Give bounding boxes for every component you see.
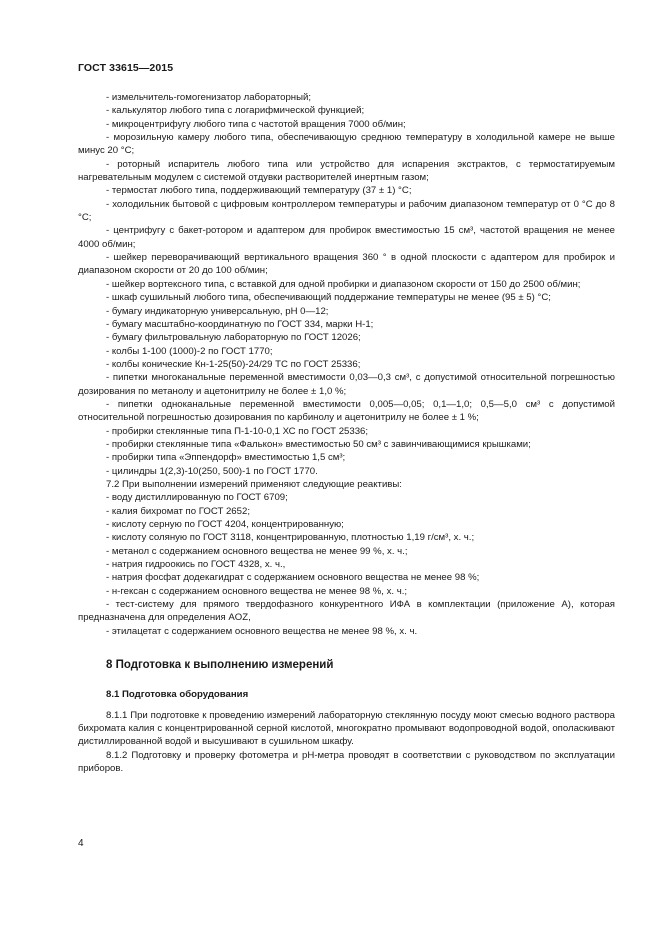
page-number: 4	[78, 838, 84, 849]
list-item: - кислоту соляную по ГОСТ 3118, концентрированную, плотностью 1,19 г/см³, х. ч.;	[106, 532, 475, 544]
list-item: - калия бихромат по ГОСТ 2652;	[106, 505, 250, 517]
list-item: - тест-систему для прямого твердофазного конкурентного ИФА в комплектации (приложение А), которая предназначена для определения AOZ,	[78, 599, 615, 624]
equipment-list	[78, 91, 615, 478]
paragraph-8-1-1: 8.1.1 При подготовке к проведению измерений лабораторную стеклянную посуду моют смесью водного раствора бихромата калия с концентрированной серной кислотой, многократно промывают водопроводной водой, ополаскивают дистиллированной водой и высушивают в сушильном шкафу.	[78, 709, 615, 748]
list-item: - пробирки типа «Эппендорф» вместимостью 1,5 см³;	[106, 452, 346, 464]
list-item: - пробирки стеклянные типа «Фалькон» вместимостью 50 см³ с завинчивающимися крышками;	[106, 438, 531, 450]
paragraph-8-1-2: 8.1.2 Подготовку и проверку фотометра и рН-метра проводят в соответствии с руководством по эксплуатации приборов.	[78, 749, 615, 775]
list-item: - микроцентрифугу любого типа с частотой вращения 7000 об/мин;	[106, 118, 406, 130]
document-header: ГОСТ 33615—2015	[78, 62, 174, 74]
list-item: - пипетки многоканальные переменной вместимости 0,03—0,3 см³, с допустимой относительной погрешностью дозирования по метанолу и ацетонитрилу не более ± 1,0 %;	[78, 372, 615, 397]
list-item: - колбы конические Кн-1-25(50)-24/29 ТС по ГОСТ 25336;	[106, 358, 361, 370]
list-item: - цилиндры 1(2,3)-10(250, 500)-1 по ГОСТ 1770.	[106, 465, 318, 477]
list-item: - холодильник бытовой с цифровым контроллером температуры и рабочим диапазоном температур от 0 °С до 8 °С;	[78, 198, 615, 224]
list-item: - кислоту серную по ГОСТ 4204, концентрированную;	[106, 519, 344, 530]
section-8-title: 8 Подготовка к выполнению измерений	[106, 659, 334, 672]
list-item: - морозильную камеру любого типа, обеспечивающую среднюю температуру в холодильной камере не выше минус 20 °С;	[78, 132, 615, 157]
list-item: - воду дистиллированную по ГОСТ 6709;	[106, 492, 288, 504]
page-body	[78, 91, 615, 776]
list-item: - измельчитель-гомогенизатор лабораторный;	[106, 92, 312, 103]
list-item: - центрифугу с бакет-ротором и адаптером для пробирок вместимостью 15 см³, частотой вращения не менее 4000 об/мин;	[78, 225, 615, 250]
list-item: - пипетки одноканальные переменной вместимости 0,005—0,05; 0,1—1,0; 0,5—5,0 см³ с допустимой относительной погрешностью дозирования по карбинолу и ацетонитрилу не более ± 1 %;	[78, 398, 615, 424]
list-item: - роторный испаритель любого типа или устройство для испарения экстрактов, с термостатируемым нагревательным модулем с системой отдувки растворителей инертным газом;	[78, 158, 615, 184]
list-item: - бумагу фильтровальную лабораторную по ГОСТ 12026;	[106, 332, 361, 344]
list-item: - н-гексан с содержанием основного вещества не менее 98 %, х. ч.;	[106, 585, 408, 597]
list-item: - метанол с содержанием основного вещества не менее 99 %, х. ч.;	[106, 545, 408, 557]
reagents-list	[78, 491, 615, 638]
list-item: - шейкер переворачивающий вертикального вращения 360 ° в одной плоскости с адаптером для пробирок и диапазоном скорости от 20 до 100 об/мин;	[78, 252, 615, 277]
list-item: - шейкер вортексного типа, с вставкой для одной пробирки и диапазоном скорости от 150 до 2500 об/мин;	[106, 278, 581, 290]
list-item: - бумагу масштабно-координатную по ГОСТ 334, марки Н-1;	[106, 318, 374, 330]
list-item: - калькулятор любого типа с логарифмической функцией;	[106, 105, 365, 117]
list-item: - термостат любого типа, поддерживающий температуру (37 ± 1) °С;	[106, 185, 412, 197]
subsection-8-1-title: 8.1 Подготовка оборудования	[106, 689, 249, 701]
list-item: - бумагу индикаторную универсальную, рН 0—12;	[106, 305, 329, 317]
list-item: - шкаф сушильный любого типа, обеспечивающий поддержание температуры не менее (95 ± 5) °С;	[106, 292, 551, 304]
list-item: - пробирки стеклянные типа П-1-10-0,1 ХС по ГОСТ 25336;	[106, 425, 369, 437]
list-item: - натрия гидроокись по ГОСТ 4328, х. ч.,	[106, 559, 286, 571]
reagents-intro: 7.2 При выполнении измерений применяют следующие реактивы:	[106, 478, 402, 490]
list-item: - натрия фосфат додекагидрат с содержанием основного вещества не менее 98 %;	[106, 572, 480, 584]
list-item: - этилацетат с содержанием основного вещества не менее 98 %, х. ч.	[106, 625, 418, 637]
list-item: - колбы 1-100 (1000)-2 по ГОСТ 1770;	[106, 345, 273, 357]
